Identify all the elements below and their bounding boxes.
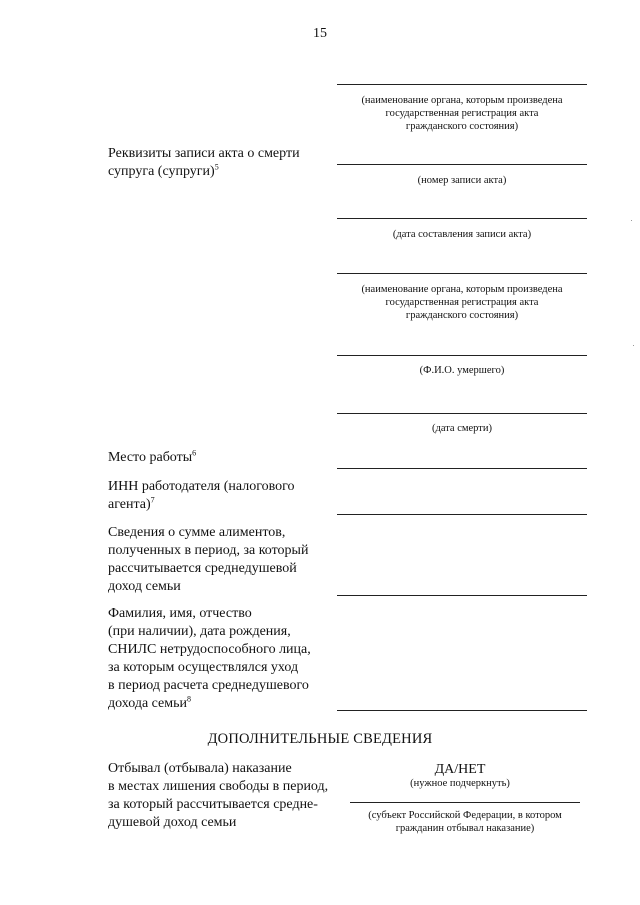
label-line: СНИЛС нетрудоспособного лица, xyxy=(108,642,311,657)
organ-2-caption xyxy=(337,283,587,322)
label-line: Отбывал (отбывала) наказание xyxy=(108,761,292,776)
workplace-label xyxy=(108,449,196,467)
record-number-line[interactable] xyxy=(337,164,587,165)
disabled-person-label xyxy=(108,605,311,713)
footnote-mark: 6 xyxy=(192,448,197,458)
alimony-label xyxy=(108,524,308,596)
record-date-line[interactable] xyxy=(337,218,587,219)
label-text: Место работы xyxy=(108,450,193,465)
employer-inn-label xyxy=(108,478,295,514)
label-line: Реквизиты записи акта о смерти xyxy=(108,146,300,161)
label-line: доход семьи xyxy=(108,579,181,594)
caption-line: (наименование органа, которым произведена xyxy=(361,284,563,295)
caption-line: гражданин отбывал наказание) xyxy=(395,823,535,834)
additional-info-title: ДОПОЛНИТЕЛЬНЫЕ СВЕДЕНИЯ xyxy=(207,731,433,747)
death-date-line[interactable] xyxy=(337,413,587,414)
footnote-mark: 5 xyxy=(214,162,219,172)
organ-1-line[interactable] xyxy=(337,84,587,85)
caption-line: (наименование органа, которым произведена xyxy=(361,95,563,106)
imprisonment-question xyxy=(108,760,328,832)
label-line: (при наличии), дата рождения, xyxy=(108,624,291,639)
caption-line: гражданского состояния) xyxy=(405,310,519,321)
footnote-mark: 8 xyxy=(187,694,192,704)
record-number-caption: (номер записи акта) xyxy=(417,175,507,186)
label-line: рассчитывается среднедушевой xyxy=(108,561,297,576)
label-line: дохода семьи xyxy=(108,696,188,711)
caption-line: государственная регистрация акта xyxy=(385,108,539,119)
label-line: в местах лишения свободы в период, xyxy=(108,779,329,794)
yes-no-choice[interactable]: ДА/НЕТ xyxy=(434,762,486,777)
record-date-caption: (дата составления записи акта) xyxy=(392,229,532,240)
disabled-person-line[interactable] xyxy=(337,710,587,711)
underline-note: (нужное подчеркнуть) xyxy=(410,778,510,789)
death-date-caption: (дата смерти) xyxy=(431,423,492,434)
label-line: агента) xyxy=(108,497,151,512)
subject-line[interactable] xyxy=(350,802,580,803)
subject-caption xyxy=(345,809,585,835)
workplace-line[interactable] xyxy=(337,468,587,469)
label-line: супруга (супруги) xyxy=(108,164,215,179)
scan-speck xyxy=(631,220,632,221)
alimony-line[interactable] xyxy=(337,595,587,596)
employer-inn-line[interactable] xyxy=(337,514,587,515)
caption-line: гражданского состояния) xyxy=(405,121,519,132)
label-line: за который рассчитывается средне- xyxy=(108,797,318,812)
label-line: в период расчета среднедушевого xyxy=(108,678,309,693)
organ-1-caption xyxy=(337,94,587,133)
label-line: ИНН работодателя (налогового xyxy=(108,479,295,494)
caption-line: государственная регистрация акта xyxy=(385,297,539,308)
death-record-label xyxy=(108,145,300,181)
scan-speck xyxy=(633,345,634,346)
label-line: Сведения о сумме алиментов, xyxy=(108,525,286,540)
deceased-name-caption: (Ф.И.О. умершего) xyxy=(419,365,505,376)
deceased-name-line[interactable] xyxy=(337,355,587,356)
footnote-mark: 7 xyxy=(150,495,155,505)
label-line: душевой доход семьи xyxy=(108,815,237,830)
organ-2-line[interactable] xyxy=(337,273,587,274)
label-line: за которым осуществлялся уход xyxy=(108,660,299,675)
label-line: Фамилия, имя, отчество xyxy=(108,606,252,621)
caption-line: (субъект Российской Федерации, в котором xyxy=(368,810,562,821)
page-number: 15 xyxy=(313,26,327,41)
label-line: полученных в период, за который xyxy=(108,543,309,558)
